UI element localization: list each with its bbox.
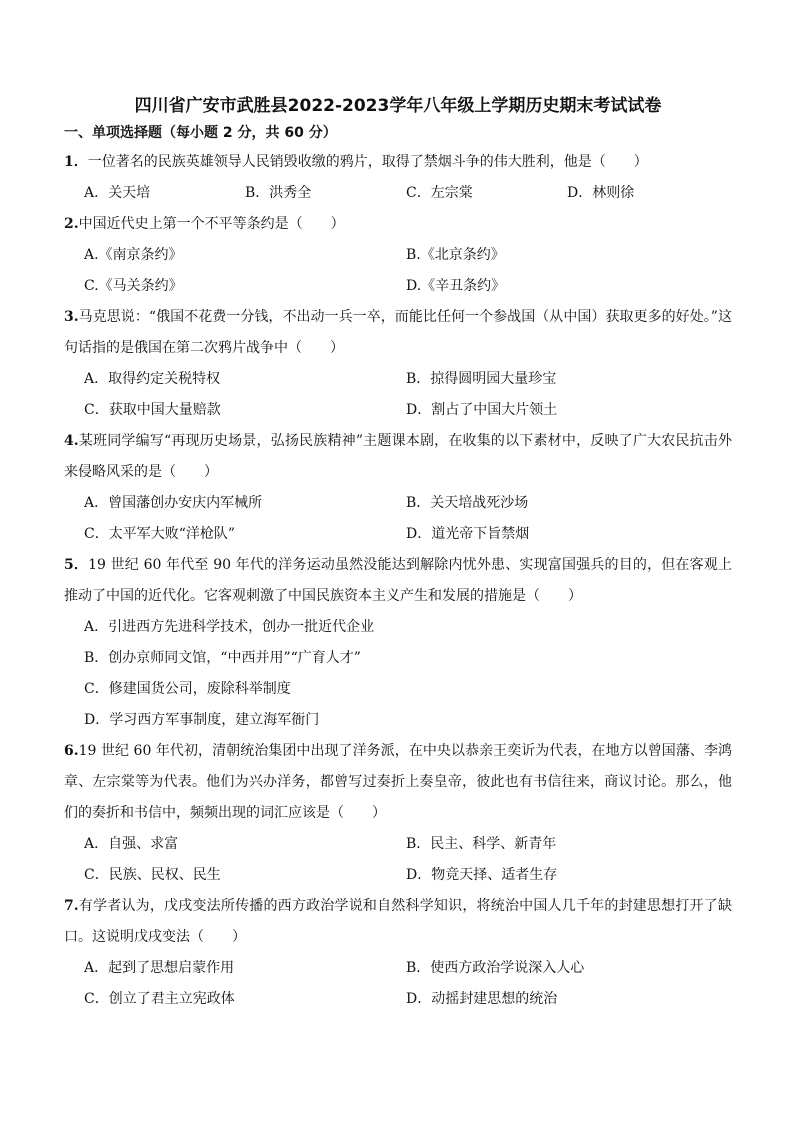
option-b: B．民主、科学、新青年 bbox=[406, 836, 557, 852]
question-4 bbox=[64, 426, 732, 550]
question-number: 4. bbox=[64, 433, 79, 449]
option-b: B．洪秀全 bbox=[245, 185, 312, 201]
question-number: 1． bbox=[64, 154, 88, 170]
question-list bbox=[64, 147, 732, 1015]
option-b: B．创办京师同文馆，“中西并用”“广育人才” bbox=[84, 650, 361, 666]
question-number: 6. bbox=[64, 743, 79, 759]
question-5 bbox=[64, 550, 732, 736]
option-d: D．割占了中国大片领土 bbox=[406, 402, 558, 418]
question-7 bbox=[64, 891, 732, 1015]
option-list bbox=[84, 240, 732, 302]
question-stem bbox=[64, 550, 732, 612]
option-d: D.《辛丑条约》 bbox=[406, 278, 506, 294]
option-list bbox=[84, 612, 732, 736]
question-number: 7. bbox=[64, 898, 79, 914]
option-list bbox=[84, 953, 732, 1015]
exam-title: 四川省广安市武胜县2022-2023学年八年级上学期历史期末考试试卷 bbox=[134, 96, 662, 116]
option-b: B．掠得圆明园大量珍宝 bbox=[406, 371, 557, 387]
option-c: C．修建国货公司，废除科举制度 bbox=[84, 681, 291, 697]
option-c: C．太平军大败“洋枪队” bbox=[84, 526, 236, 542]
option-c: C．民族、民权、民生 bbox=[84, 867, 221, 883]
option-d: D．物竞天择、适者生存 bbox=[406, 867, 558, 883]
question-stem bbox=[64, 736, 732, 829]
question-number: 3. bbox=[64, 309, 79, 325]
option-a: A．引进西方先进科学技术，创办一批近代企业 bbox=[84, 619, 375, 635]
option-a: A．自强、求富 bbox=[84, 836, 179, 852]
option-list bbox=[84, 829, 732, 891]
question-stem bbox=[64, 302, 732, 364]
option-a: A．关天培 bbox=[84, 185, 151, 201]
option-d: D．学习西方军事制度，建立海军衙门 bbox=[84, 712, 320, 728]
exam-page bbox=[64, 94, 732, 1015]
question-stem bbox=[64, 147, 732, 178]
option-b: B.《北京条约》 bbox=[406, 247, 505, 263]
option-list bbox=[84, 364, 732, 426]
option-b: B．关天培战死沙场 bbox=[406, 495, 529, 511]
question-number: 5． bbox=[64, 557, 89, 573]
question-2 bbox=[64, 209, 732, 302]
option-list bbox=[84, 178, 732, 209]
option-a: A．曾国藩创办安庆内军械所 bbox=[84, 495, 263, 511]
question-text: 一位著名的民族英雄领导人民销毁收缴的鸦片，取得了禁烟斗争的伟大胜利，他是（ ） bbox=[87, 154, 648, 170]
option-c: C．创立了君主立宪政体 bbox=[84, 991, 235, 1007]
option-c: C．获取中国大量赔款 bbox=[84, 402, 221, 418]
question-text: 19 世纪 60 年代初，清朝统治集团中出现了洋务派，在中央以恭亲王奕䜣为代表，在地方以曾国藩、李鸿章、左宗棠等为代表。他们为兴办洋务，都曾写过奏折上奏皇帝，彼此也有书信往来，商议讨论。那么，他们的奏折和书信中，频频出现的词汇应该是（ ） bbox=[64, 743, 732, 821]
question-text: 中国近代史上第一个不平等条约是（ ） bbox=[78, 216, 345, 232]
question-text: 19 世纪 60 年代至 90 年代的洋务运动虽然没能达到解除内忧外患、实现富国强兵的目的，但在客观上推动了中国的近代化。它客观刺激了中国民族资本主义产生和发展的措施是（ ） bbox=[64, 557, 732, 604]
question-number: 2. bbox=[64, 216, 79, 232]
question-stem bbox=[64, 891, 732, 953]
question-3 bbox=[64, 302, 732, 426]
option-d: D．林则徐 bbox=[567, 185, 635, 201]
option-b: B．使西方政治学说深入人心 bbox=[406, 960, 585, 976]
option-a: A.《南京条约》 bbox=[84, 247, 183, 263]
question-stem bbox=[64, 209, 732, 240]
question-6 bbox=[64, 736, 732, 891]
section-heading: 一、单项选择题（每小题 2 分，共 60 分） bbox=[64, 125, 337, 141]
question-1 bbox=[64, 147, 732, 209]
option-a: A．取得约定关税特权 bbox=[84, 371, 221, 387]
option-d: D．动摇封建思想的统治 bbox=[406, 991, 558, 1007]
question-text: 有学者认为，戊戌变法所传播的西方政治学说和自然科学知识，将统治中国人几千年的封建思想打开了缺口。这说明戊戌变法（ ） bbox=[64, 898, 732, 945]
option-d: D．道光帝下旨禁烟 bbox=[406, 526, 530, 542]
option-a: A．起到了思想启蒙作用 bbox=[84, 960, 235, 976]
option-c: C.《马关条约》 bbox=[84, 278, 183, 294]
question-text: 马克思说：“俄国不花费一分钱，不出动一兵一卒，而能比任何一个参战国（从中国）获取更多的好处。”这句话指的是俄国在第二次鸦片战争中（ ） bbox=[64, 309, 732, 356]
question-text: 某班同学编写“再现历史场景，弘扬民族精神”主题课本剧，在收集的以下素材中，反映了广大农民抗击外来侵略风采的是（ ） bbox=[64, 433, 732, 480]
question-stem bbox=[64, 426, 732, 488]
option-c: C．左宗棠 bbox=[406, 185, 473, 201]
option-list bbox=[84, 488, 732, 550]
